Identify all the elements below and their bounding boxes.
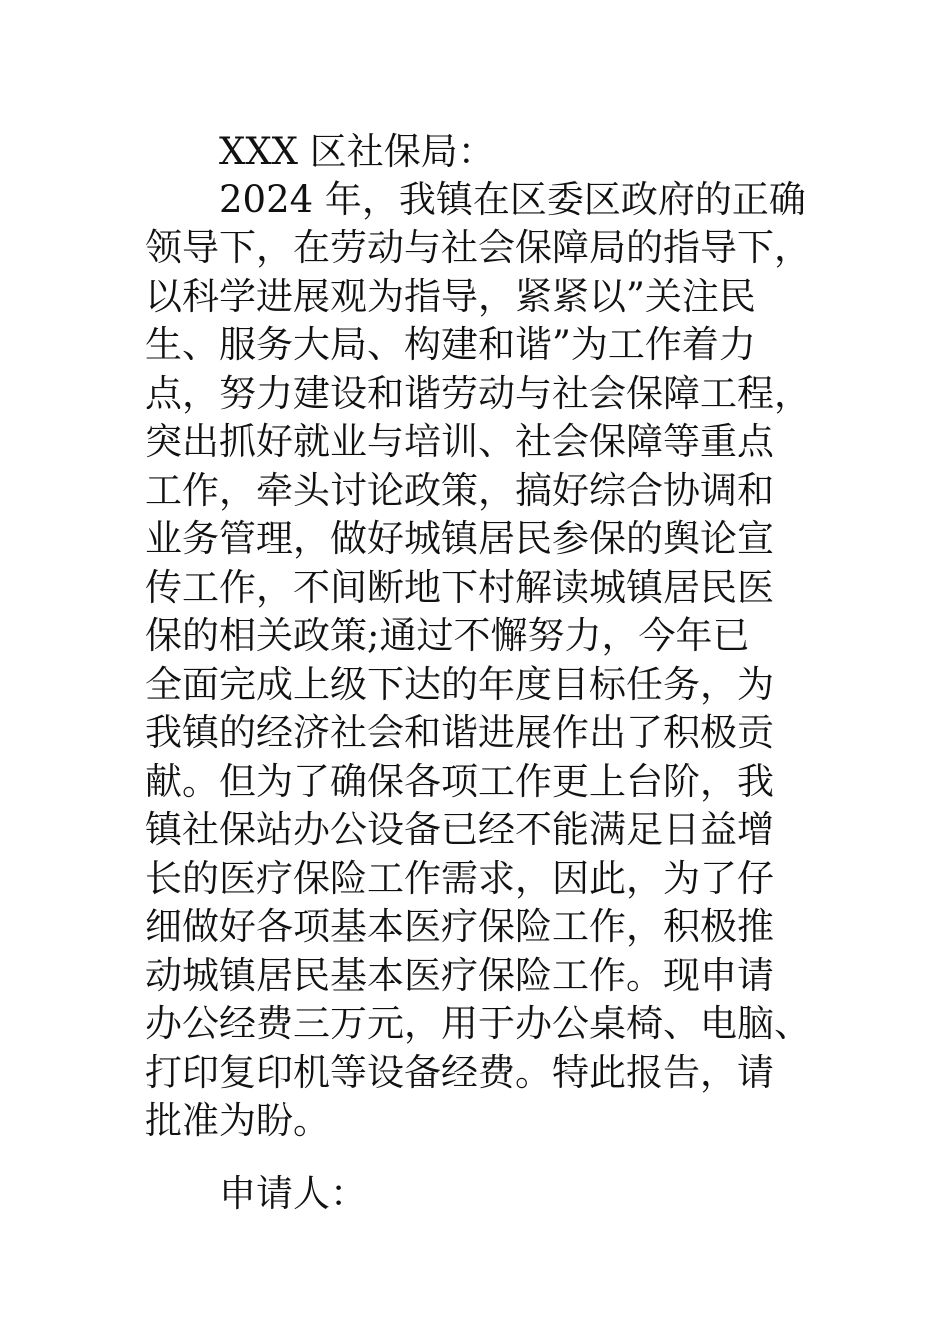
body-line: 动城镇居民基本医疗保险工作。现申请 [145, 954, 774, 997]
body-line: 献。但为了确保各项工作更上台阶，我 [145, 760, 774, 803]
body-line: 镇社保站办公设备已经不能满足日益增 [145, 808, 774, 851]
body-line: 保的相关政策;通过不懈努力，今年已 [145, 614, 750, 657]
body-line: 传工作，不间断地下村解读城镇居民医 [145, 566, 774, 609]
body-line: 我镇的经济社会和谐进展作出了积极贡 [145, 711, 774, 754]
applicant-label: 申请人： [219, 1172, 367, 1215]
body-line: 突出抓好就业与培训、社会保障等重点 [145, 420, 774, 463]
body-line: 全面完成上级下达的年度目标任务，为 [145, 663, 774, 706]
body-line: 以科学进展观为指导，紧紧以”关注民 [145, 275, 756, 318]
body-line: 批准为盼。 [145, 1099, 330, 1142]
body-line: 细做好各项基本医疗保险工作，积极推 [145, 905, 774, 948]
body-line: 打印复印机等设备经费。特此报告，请 [145, 1051, 774, 1094]
body-line: 办公经费三万元，用于办公桌椅、电脑、 [145, 1002, 811, 1045]
body-line: 长的医疗保险工作需求，因此，为了仔 [145, 857, 774, 900]
body-line: 生、服务大局、构建和谐”为工作着力 [145, 323, 756, 366]
body-line: 点，努力建设和谐劳动与社会保障工程， [145, 372, 811, 415]
body-line: 工作，牵头讨论政策，搞好综合协调和 [145, 469, 774, 512]
body-line: 领导下，在劳动与社会保障局的指导下， [145, 226, 811, 269]
body-line: 2024 年，我镇在区委区政府的正确 [219, 178, 806, 221]
salutation: XXX 区社保局： [219, 130, 495, 173]
body-line: 业务管理，做好城镇居民参保的舆论宣 [145, 517, 774, 560]
